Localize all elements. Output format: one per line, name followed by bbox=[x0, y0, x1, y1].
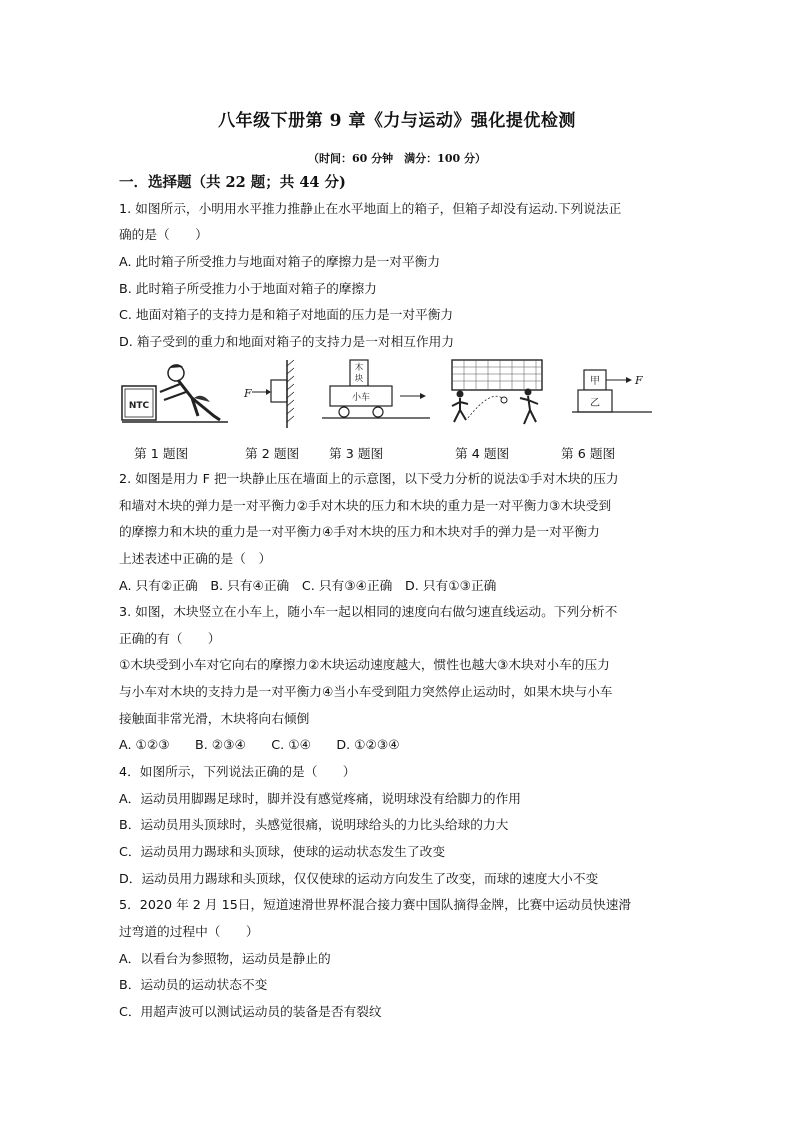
caption-fig2: 第 2 题图 bbox=[245, 446, 300, 461]
q2-line2: 和墙对木块的弹力是一对平衡力②手对木块的压力和木块的重力是一对平衡力③木块受到 bbox=[119, 498, 612, 513]
caption-fig3: 第 3 题图 bbox=[329, 446, 384, 461]
q4-option-a: A．运动员用脚踢足球时，脚并没有感觉疼痛，说明球没有给脚力的作用 bbox=[119, 791, 521, 806]
q1-stem-line1: 1. 如图所示，小明用水平推力推静止在水平地面上的箱子，但箱子却没有运动.下列说法正 bbox=[119, 201, 622, 216]
q3-line3: ①木块受到小车对它向右的摩擦力②木块运动速度越大，惯性也越大③木块对小车的压力 bbox=[119, 657, 610, 672]
q5-option-b: B．运动员的运动状态不变 bbox=[119, 977, 268, 992]
q5-line1: 5．2020 年 2 月 15日，短道速滑世界杯混合接力赛中国队摘得金牌，比赛中运动员快速滑 bbox=[119, 897, 632, 912]
q3-line4: 与小车对木块的支持力是一对平衡力④当小车受到阻力突然停止运动时，如果木块与小车 bbox=[119, 684, 613, 699]
q2-line1: 2. 如图是用力 F 把一块静止压在墙面上的示意图，以下受力分析的说法①手对木块的压力 bbox=[119, 471, 619, 486]
fig3-block-label-bottom: 块 bbox=[354, 374, 364, 384]
q1-option-a: A. 此时箱子所受推力与地面对箱子的摩擦力是一对平衡力 bbox=[119, 254, 441, 269]
fig3-block-label-top: 木 bbox=[354, 363, 364, 373]
caption-fig1: 第 1 题图 bbox=[134, 446, 189, 461]
q4-option-c: C．运动员用力踢球和头顶球，使球的运动状态发生了改变 bbox=[119, 844, 446, 859]
figure-captions bbox=[119, 443, 679, 461]
section-heading: 一．选择题（共 22 题；共 44 分) bbox=[119, 174, 346, 191]
fig1-push-box-illustration bbox=[120, 358, 230, 430]
q3-line2: 正确的有（ ） bbox=[119, 631, 221, 646]
q5-option-a: A．以看台为参照物，运动员是静止的 bbox=[119, 951, 331, 966]
q3-line1: 3. 如图，木块竖立在小车上，随小车一起以相同的速度向右做匀速直线运动。下列分析不 bbox=[119, 604, 618, 619]
fig4-soccer-illustration bbox=[448, 358, 548, 430]
fig3-cart-label: 小车 bbox=[351, 393, 371, 403]
fig6-force-label: F bbox=[635, 374, 643, 387]
q2-options: A. 只有②正确 B. 只有④正确 C. 只有③④正确 D. 只有①③正确 bbox=[119, 578, 497, 593]
box-label: NTC bbox=[128, 401, 150, 411]
fig2-block-on-wall-diagram bbox=[238, 358, 300, 430]
q5-option-c: C．用超声波可以测试运动员的装备是否有裂纹 bbox=[119, 1004, 382, 1019]
q4-option-d: D．运动员用力踢球和头顶球，仅仅使球的运动方向发生了改变，而球的速度大小不变 bbox=[119, 871, 599, 886]
fig3-block-on-cart-diagram bbox=[320, 358, 432, 430]
fig6-bottom-block-label: 乙 bbox=[590, 398, 600, 409]
fig2-force-label: F bbox=[244, 387, 252, 400]
figures-row bbox=[120, 358, 680, 430]
q3-line5: 接触面非常光滑，木块将向右倾倒 bbox=[119, 711, 310, 726]
q4-stem: 4．如图所示，下列说法正确的是（ ） bbox=[119, 764, 356, 779]
exam-info: （时间：60 分钟 满分：100 分） bbox=[308, 152, 486, 165]
q1-option-d: D. 箱子受到的重力和地面对箱子的支持力是一对相互作用力 bbox=[119, 334, 455, 349]
q1-option-b: B. 此时箱子所受推力小于地面对箱子的摩擦力 bbox=[119, 281, 377, 296]
caption-fig6: 第 6 题图 bbox=[561, 446, 616, 461]
q1-option-c: C. 地面对箱子的支持力是和箱子对地面的压力是一对平衡力 bbox=[119, 307, 454, 322]
q5-line2: 过弯道的过程中（ ） bbox=[119, 924, 259, 939]
q4-option-b: B．运动员用头顶球时，头感觉很痛，说明球给头的力比头给球的力大 bbox=[119, 817, 509, 832]
fig6-top-block-label: 甲 bbox=[590, 376, 600, 387]
q2-line3: 的摩擦力和木块的重力是一对平衡力④手对木块的压力和木块对手的弹力是一对平衡力 bbox=[119, 524, 600, 539]
q2-line4: 上述表述中正确的是（ ） bbox=[119, 551, 272, 566]
page-title: 八年级下册第 9 章《力与运动》强化提优检测 bbox=[218, 111, 576, 131]
fig6-stacked-blocks-diagram bbox=[572, 358, 662, 430]
caption-fig4: 第 4 题图 bbox=[455, 446, 510, 461]
q3-options: A. ①②③ B. ②③④ C. ①④ D. ①②③④ bbox=[119, 737, 400, 752]
q1-stem-line2: 确的是（ ） bbox=[119, 227, 208, 242]
